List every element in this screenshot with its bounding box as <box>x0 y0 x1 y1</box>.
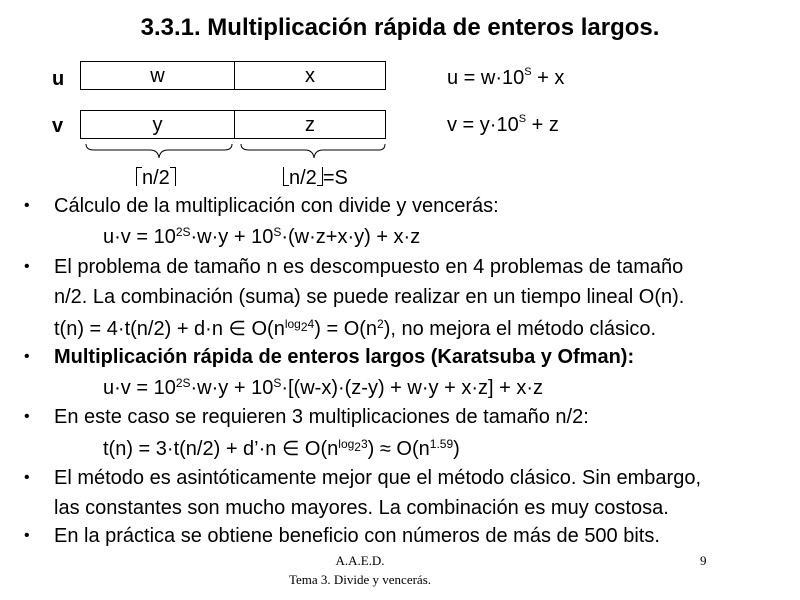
right-half-size: n/2 =S <box>283 167 348 190</box>
slide-title: 3.3.1. Multiplicación rápida de enteros largos. <box>140 14 660 41</box>
ceil-right-icon <box>170 167 176 186</box>
bullet-2-line-2: n/2. La combinación (suma) se puede realizar en un tiempo lineal O(n). <box>54 286 685 308</box>
box-x: x <box>234 61 386 90</box>
bullet-icon: • <box>24 469 30 486</box>
bullet-4-formula: t(n) = 3·t(n/2) + d’·n ∈ $O(n^{log_23}) \approx O(n^{1.59})$ <box>103 437 460 460</box>
bullet-icon: • <box>24 527 30 544</box>
bullet-3-formula: $u\cdot v = 10^{2S}\cdot w\cdot y + 10^S\cdot[(w-x)\cdot(z-y) + w\cdot y + x\cdot z] + x\cdot z$ <box>103 376 543 399</box>
bullet-1-formula: $u\cdot v = 10^{2S}\cdot w\cdot y + 10^S\cdot(w\cdot z+x\cdot y) + x\cdot z$ <box>103 225 421 248</box>
box-y: y <box>80 110 235 139</box>
bullet-5-line-1: El método es asintóticamente mejor que el método clásico. Sin embargo, <box>54 467 702 489</box>
equation-v: $v = y\cdot 10^S + z$ <box>447 113 559 136</box>
page-number: 9 <box>700 553 707 568</box>
bullet-2-line-1: El problema de tamaño n es descompuesto en 4 problemas de tamaño <box>54 256 684 278</box>
box-z: z <box>234 110 386 139</box>
row-label-u: u <box>52 68 65 90</box>
bullet-icon: • <box>24 408 30 425</box>
box-w: w <box>80 61 235 90</box>
bullet-icon: • <box>24 258 30 275</box>
bullet-icon: • <box>24 348 30 365</box>
bullet-3-text: Multiplicación rápida de enteros largos (Karatsuba y Ofman): <box>54 346 635 368</box>
footer-course: A.A.E.D. <box>335 553 385 568</box>
left-half-size: n/2 <box>136 167 176 190</box>
bullet-icon: • <box>24 197 30 214</box>
bullet-1-text: Cálculo de la multiplicación con divide y vencerás: <box>54 195 499 217</box>
bullet-4-text: En este caso se requieren 3 multiplicaciones de tamaño n/2: <box>54 406 589 428</box>
bullet-5-line-2: las constantes son mucho mayores. La combinación es muy costosa. <box>54 497 669 519</box>
footer-topic: Tema 3. Divide y vencerás. <box>288 572 432 587</box>
left-brace <box>84 142 234 160</box>
bullet-2-line-3: t(n) = 4·t(n/2) + d·n ∈ $O(n^{log_24}) = O(n^2)$, no mejora el método clásico. <box>54 317 657 340</box>
bullet-6-text: En la práctica se obtiene beneficio con números de más de 500 bits. <box>54 525 660 547</box>
equation-u: $u = w\cdot 10^S + x$ <box>447 66 565 89</box>
right-brace <box>239 142 389 160</box>
row-label-v: v <box>52 115 64 137</box>
